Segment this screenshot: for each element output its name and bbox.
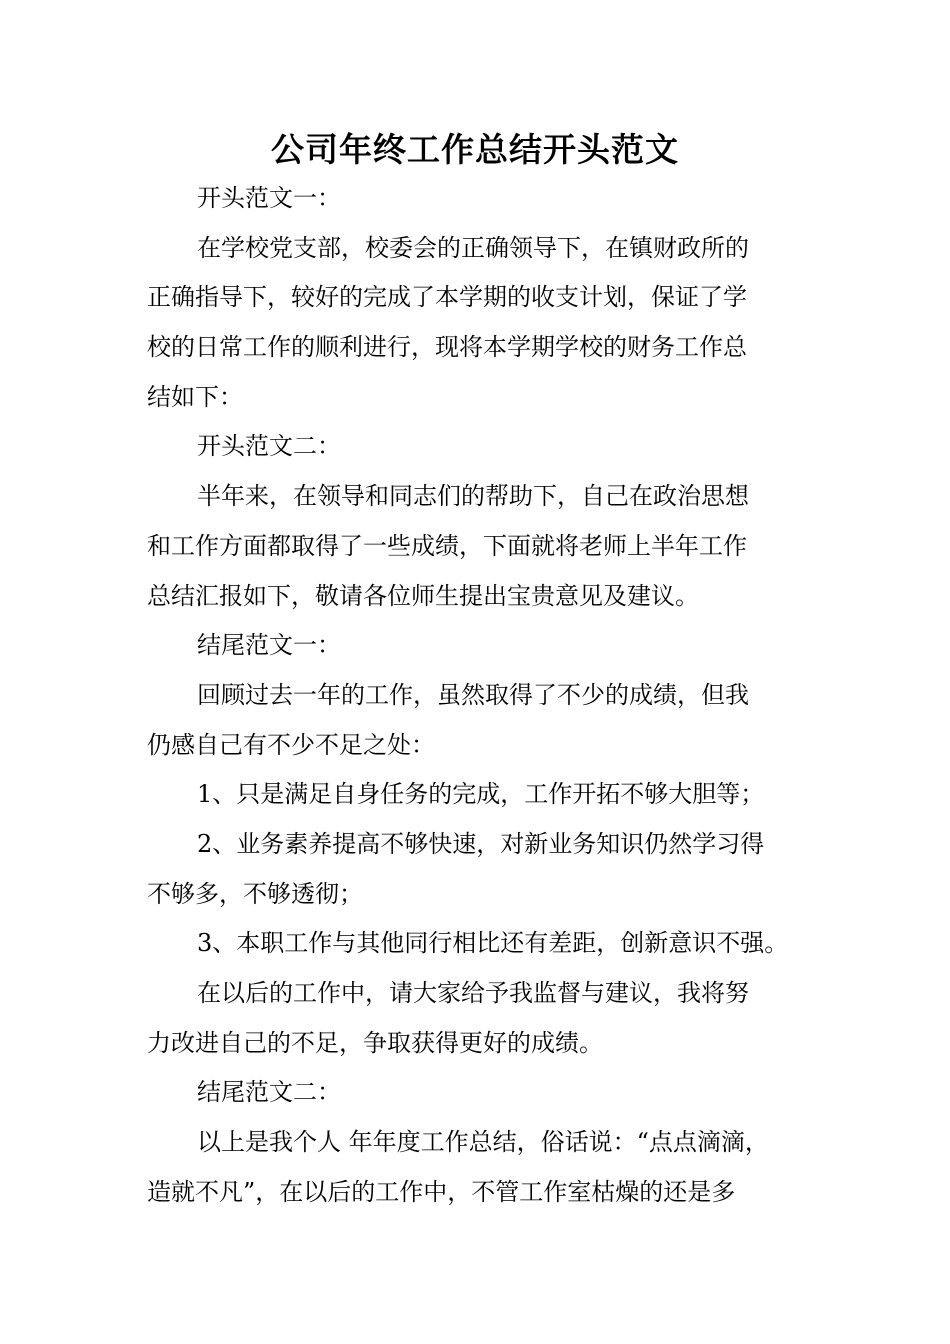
text-line: 结尾范文一： bbox=[197, 631, 341, 660]
text-line: 结如下： bbox=[147, 382, 243, 411]
text-line: 1、只是满足自身任务的完成，工作开拓不够大胆等； bbox=[197, 780, 765, 809]
text-line: 开头范文二： bbox=[197, 432, 341, 461]
text-line: 结尾范文二： bbox=[197, 1078, 341, 1107]
text-line: 和工作方面都取得了一些成绩，下面就将老师上半年工作 bbox=[147, 531, 747, 560]
text-line: 力改进自己的不足，争取获得更好的成绩。 bbox=[147, 1028, 603, 1057]
text-line: 造就不凡”，在以后的工作中，不管工作室枯燥的还是多 bbox=[147, 1177, 736, 1206]
text-line: 在以后的工作中，请大家给予我监督与建议，我将努 bbox=[197, 979, 749, 1007]
text-line: 半年来，在领导和同志们的帮助下，自己在政治思想 bbox=[197, 482, 749, 511]
text-line: 在学校党支部，校委会的正确领导下，在镇财政所的 bbox=[197, 233, 749, 262]
text-line: 回顾过去一年的工作，虽然取得了不少的成绩，但我 bbox=[197, 680, 749, 709]
text-line: 仍感自己有不少不足之处： bbox=[147, 730, 435, 759]
text-line: 开头范文一： bbox=[197, 184, 341, 212]
document-title: 公司年终工作总结开头范文 bbox=[271, 130, 679, 169]
text-line: 2、业务素养提高不够快速，对新业务知识仍然学习得 bbox=[197, 829, 765, 858]
text-line: 正确指导下，较好的完成了本学期的收支计划，保证了学 bbox=[147, 283, 747, 312]
text-line: 以上是我个人 年年度工作总结，俗话说：“点点滴滴， bbox=[197, 1128, 769, 1157]
text-line: 校的日常工作的顺利进行，现将本学期学校的财务工作总 bbox=[147, 333, 747, 362]
text-line: 3、本职工作与其他同行相比还有差距，创新意识不强。 bbox=[197, 929, 789, 958]
document-body bbox=[147, 174, 811, 1217]
text-line: 总结汇报如下，敬请各位师生提出宝贵意见及建议。 bbox=[147, 581, 699, 610]
text-line: 不够多，不够透彻； bbox=[147, 879, 363, 908]
